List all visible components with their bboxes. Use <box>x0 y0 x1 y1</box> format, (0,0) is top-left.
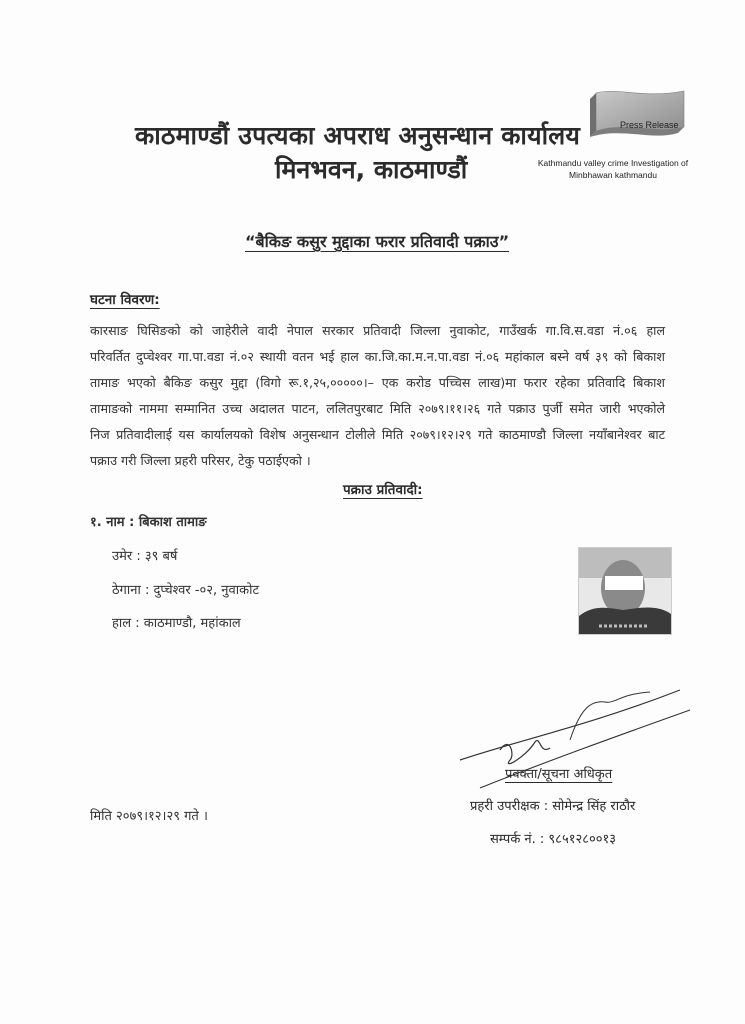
incident-line: निज प्रतिवादीलाई यस कार्यालयको विशेष अनुसन्धान टोलीले मिति २०७९।१२।२९ गते काठमाण्डौ जिल्ला नयाँबानेश्वर बाट <box>90 427 665 442</box>
office-name: काठमाण्डौं उपत्यका अपराध अनुसन्धान कार्यालय <box>135 121 581 150</box>
accused-heading: पक्राउ प्रतिवादी: <box>343 482 423 498</box>
english-office-name <box>528 157 698 181</box>
incident-line: तामाङको नाममा सम्मानित उच्च अदालत पाटन, ललितपुरबाट मिति २०७९।११।२६ गते पक्राउ पुर्जी समेत जारी भएकोले <box>90 401 665 416</box>
incident-paragraph <box>90 318 665 474</box>
officer-name: प्रहरी उपरीक्षक : सोमेन्द्र सिंह राठौर <box>470 799 636 814</box>
english-office-name-line1: Kathmandu valley crime Investigation of <box>537 158 689 168</box>
incident-line: कारसाङ घिसिङको को जाहेरीले वादी नेपाल सरकार प्रतिवादी जिल्ला नुवाकोट, गाउँखर्क गा.वि.स.वडा नं.०६ हाल <box>90 323 665 338</box>
accused-photo <box>578 547 672 635</box>
press-release-badge-icon <box>588 87 688 147</box>
spokesperson-role: प्रवक्ता/सूचना अधिकृत <box>505 767 613 782</box>
headline: “बैकिङ कसुर मुद्दाका फरार प्रतिवादी पक्राउ” <box>245 232 510 251</box>
english-office-name-line2: Minbhawan kathmandu <box>569 170 657 180</box>
accused-current-address: हाल : काठमाण्डौ, महांकाल <box>112 616 241 631</box>
incident-line: तामाङ भएको बैकिङ कसुर मुद्दा (विगो रू.१,२५,०००००।– एक करोड पच्चिस लाख)मा फरार रहेका प्रतिवादि बिकाश <box>90 375 665 390</box>
press-release-label: Press Release <box>620 120 679 130</box>
incident-line: पक्राउ गरी जिल्ला प्रहरी परिसर, टेकु पठाईएको । <box>90 453 311 468</box>
release-date: मिति २०७९।१२।२९ गते । <box>90 809 208 824</box>
office-location: मिनभवन, काठमाण्डौं <box>275 155 468 184</box>
accused-address: ठेगाना : दुप्चेश्वर -०२, नुवाकोट <box>112 583 260 598</box>
incident-heading: घटना विवरण: <box>90 292 160 308</box>
person-photo-icon <box>579 548 671 634</box>
incident-line: परिवर्तित दुप्चेश्वर गा.पा.वडा नं.०२ स्थायी वतन भई हाल का.जि.का.म.न.पा.वडा नं.०६ महांकाल बस्ने वर्ष ३९ को बिकाश <box>90 349 665 364</box>
accused-age: उमेर : ३९ बर्ष <box>112 549 178 564</box>
contact-number: सम्पर्क नं. : ९८५१२८००१३ <box>490 832 617 847</box>
accused-name: १. नाम : बिकाश तामाङ <box>90 515 207 530</box>
